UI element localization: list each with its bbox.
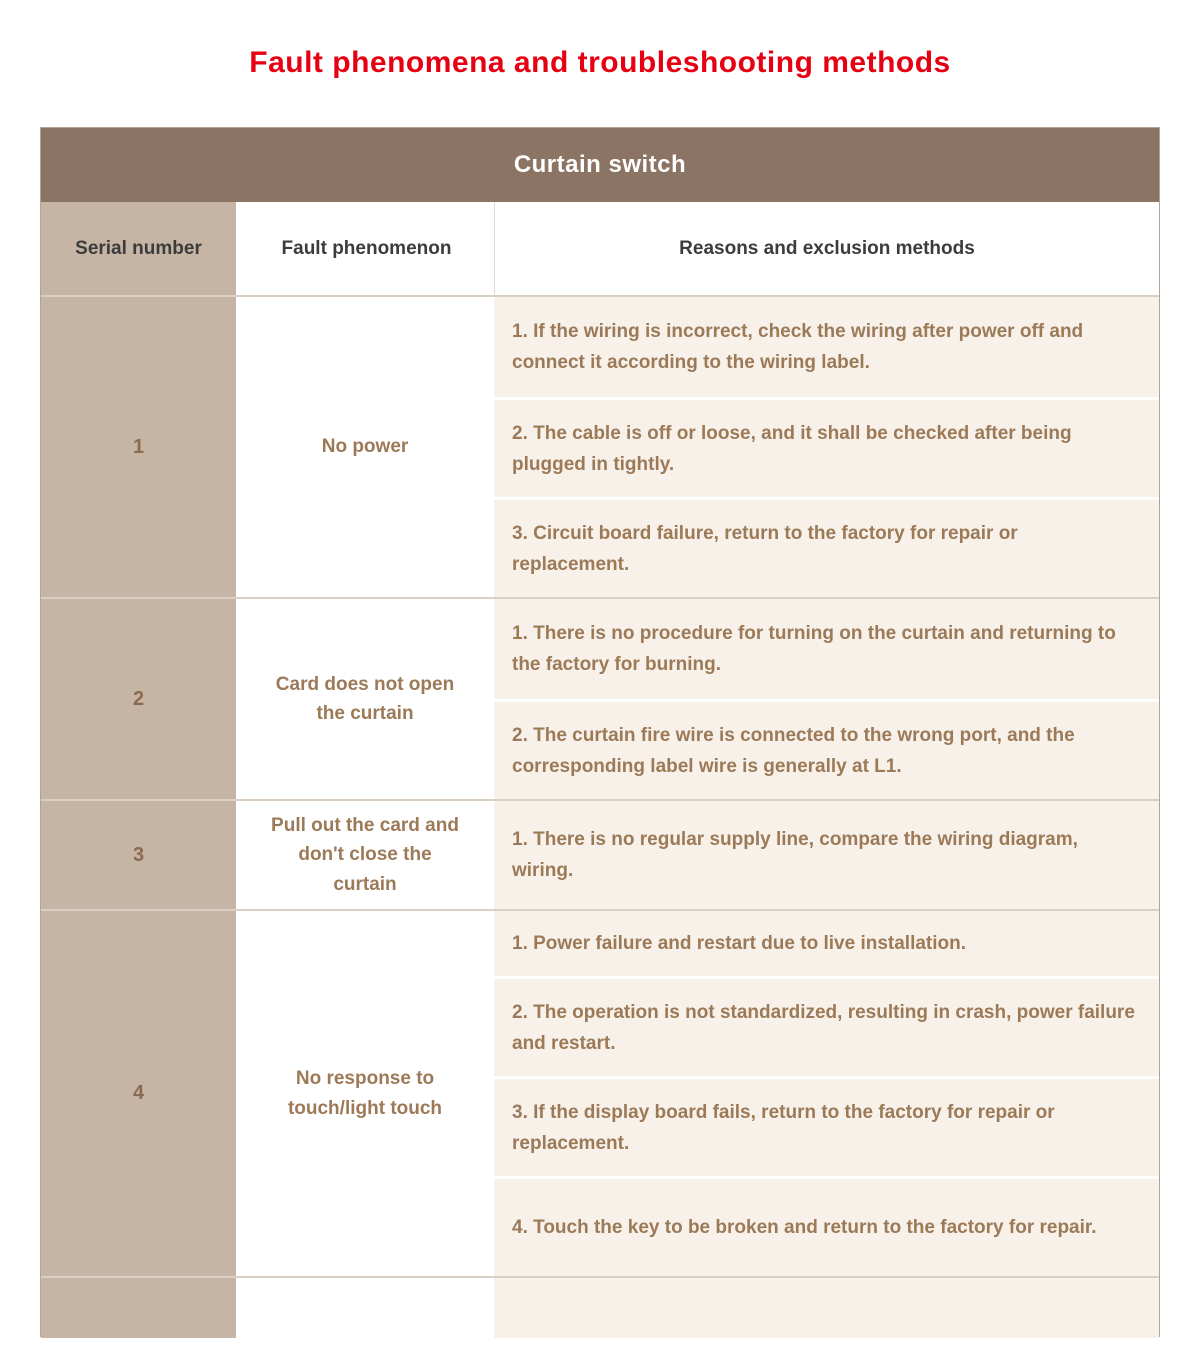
- serial-number: 2: [41, 599, 239, 799]
- reason-item: [494, 1278, 1159, 1338]
- reason-item: 1. There is no regular supply line, compare the wiring diagram, wiring.: [512, 829, 1078, 882]
- table-row-partial: [41, 1276, 1159, 1336]
- fault-phenomenon: No power: [239, 297, 494, 597]
- reason-item: 1. Power failure and restart due to live installation.: [512, 933, 967, 955]
- reasons-list: [494, 1278, 1159, 1338]
- serial-number: 1: [41, 297, 239, 597]
- serial-number: 4: [41, 911, 239, 1276]
- column-header-serial: Serial number: [41, 202, 239, 295]
- reason-item: 2. The operation is not standardized, resulting in crash, power failure and restart.: [494, 976, 1159, 1076]
- column-header-phenomenon: Fault phenomenon: [239, 202, 494, 295]
- table-column-header-row: [41, 202, 1159, 297]
- fault-table: [40, 127, 1160, 1337]
- fault-phenomenon: [239, 1278, 494, 1338]
- reason-item: 1. If the wiring is incorrect, check the wiring after power off and connect it according to the wiring label.: [512, 321, 1084, 373]
- reasons-list: [494, 599, 1159, 799]
- page-title: Fault phenomena and troubleshooting methods: [249, 46, 951, 79]
- table-row: [41, 297, 1159, 597]
- fault-phenomenon: Card does not open the curtain: [239, 599, 494, 799]
- fault-phenomenon: No response to touch/light touch: [239, 911, 494, 1276]
- manual-page: [0, 46, 1200, 1349]
- table-row: [41, 597, 1159, 799]
- reason-item: 4. Touch the key to be broken and return to the factory for repair.: [494, 1176, 1159, 1276]
- reason-item: 3. Circuit board failure, return to the factory for repair or replacement.: [494, 497, 1159, 597]
- table-row: [41, 799, 1159, 909]
- reasons-list: [494, 801, 1159, 909]
- reason-item: 2. The curtain fire wire is connected to the wrong port, and the corresponding label wire is generally at L1.: [494, 699, 1159, 799]
- table-row: [41, 909, 1159, 1276]
- reason-item: 2. The cable is off or loose, and it shall be checked after being plugged in tightly.: [494, 397, 1159, 497]
- table-title: Curtain switch: [41, 128, 1159, 202]
- column-header-reasons: Reasons and exclusion methods: [494, 202, 1159, 295]
- reasons-list: [494, 911, 1159, 1276]
- fault-phenomenon: Pull out the card and don't close the curtain: [239, 801, 494, 909]
- reason-item: 3. If the display board fails, return to the factory for repair or replacement.: [494, 1076, 1159, 1176]
- reasons-list: [494, 297, 1159, 597]
- serial-number: [41, 1278, 239, 1338]
- reason-item: 1. There is no procedure for turning on the curtain and returning to the factory for burning.: [512, 623, 1116, 675]
- serial-number: 3: [41, 801, 239, 909]
